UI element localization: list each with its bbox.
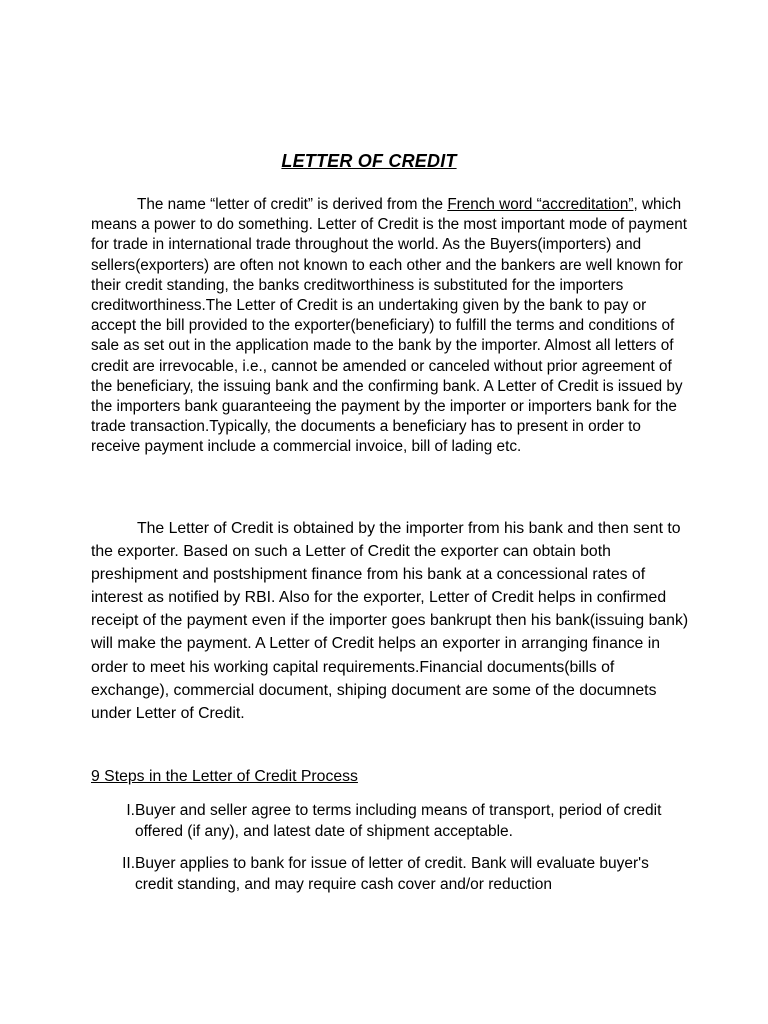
step-number: I.	[126, 802, 135, 819]
list-item-step-1	[91, 801, 691, 842]
steps-heading: 9 Steps in the Letter of Credit Process	[91, 768, 358, 785]
steps-list	[91, 801, 691, 907]
document-title: LETTER OF CREDIT	[281, 151, 457, 171]
list-item-step-2	[91, 854, 691, 895]
step-number: II.	[122, 855, 135, 872]
paragraph-intro-lead: The name “letter of credit” is derived from the	[137, 196, 448, 213]
paragraph-intro	[91, 195, 691, 458]
paragraph-importer: The Letter of Credit is obtained by the importer from his bank and then sent to the exporter. Based on such a Letter of Credit the exporter can obtain both preshipment and postshipment finance from his bank at a concessional rates of interest as notified by RBI. Also for the exporter, Letter of Credit helps in confirmed receipt of the payment even if the importer goes bankrupt then his bank(issuing bank) will make the payment. A Letter of Credit helps an exporter in arranging finance in order to meet his working capital requirements.Financial documents(bills of exchange), commercial document, shiping document are some of the documnets under Letter of Credit.	[91, 520, 689, 722]
step-text: Buyer and seller agree to terms including means of transport, period of credit offered (if any), and latest date of shipment acceptable.	[135, 802, 662, 840]
step-text: Buyer applies to bank for issue of letter of credit. Bank will evaluate buyer's credit standing, and may require cash cover and/or reduction	[135, 855, 649, 893]
french-word-link[interactable]: French word “accreditation”	[447, 196, 634, 213]
paragraph-intro-rest: , which means a power to do something. Letter of Credit is the most important mode of payment for trade in international trade throughout the world. As the Buyers(importers) and sellers(exporters) are often not known to each other and the bankers are well known for their credit standing, the banks creditworthiness is substituted for the importers creditworthiness.The Letter of Credit is an undertaking given by the bank to pay or accept the bill provided to the exporter(beneficiary) to fulfill the terms and conditions of sale as set out in the application made to the bank by the importer. Almost all letters of credit are irrevocable, i.e., cannot be amended or canceled without prior agreement of the beneficiary, the issuing bank and the confirming bank. A Letter of Credit is issued by the importers bank guaranteeing the payment by the importer or importers bank for the trade transaction.Typically, the documents a beneficiary has to present in order to receive payment include a commercial invoice, bill of lading etc.	[91, 196, 688, 456]
